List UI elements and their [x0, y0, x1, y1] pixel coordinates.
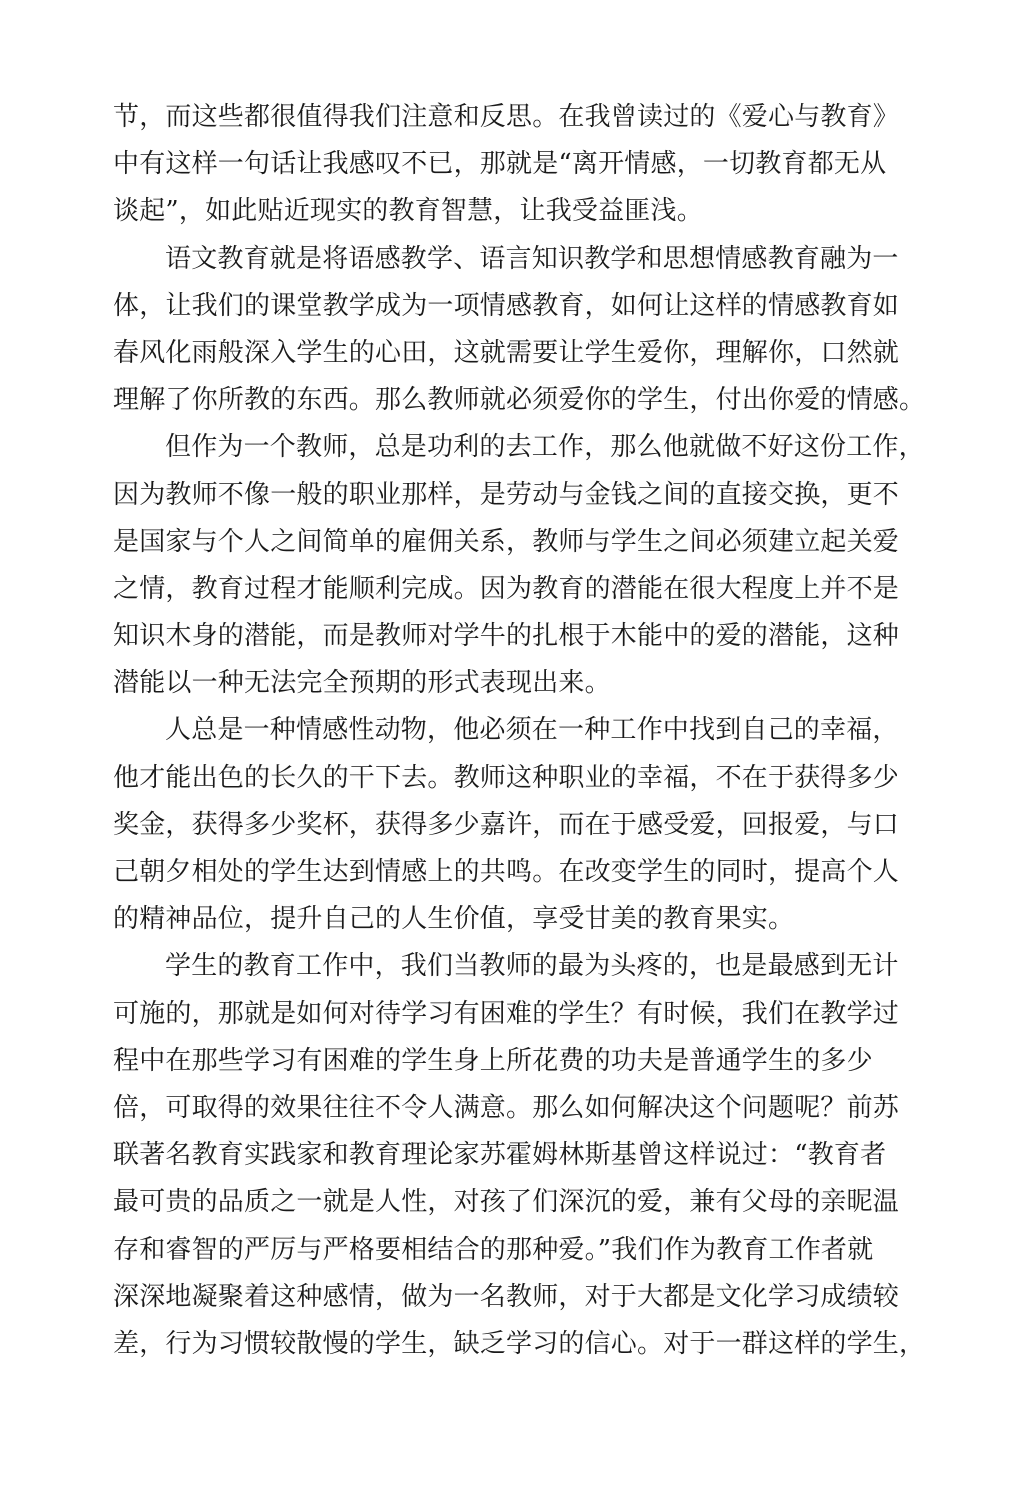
body-text [113, 94, 926, 1368]
text-line: 差，行为习惯较散慢的学生，缺乏学习的信心。对于一群这样的学生， [113, 1328, 926, 1359]
text-line: 可施的，那就是如何对待学习有困难的学生？有时候，我们在教学过 [113, 998, 900, 1029]
text-line: 存和睿智的严厉与严格要相结合的那种爱。”我们作为教育工作者就 [113, 1234, 874, 1265]
paragraph-first-line: 但作为一个教师，总是功利的去工作，那么他就做不好这份工作， [165, 432, 925, 463]
text-line: 之情，教育过程才能顺利完成。因为教育的潜能在很大程度上并不是 [113, 573, 900, 604]
text-line: 潜能以一种无法完全预期的形式表现出来。 [113, 668, 611, 699]
text-line: 是国家与个人之间简单的雇佣关系，教师与学生之间必须建立起关爱 [113, 526, 900, 557]
text-line: 倍，可取得的效果往往不令人满意。那么如何解决这个问题呢？前苏 [113, 1092, 900, 1123]
paragraph-first-line: 学生的教育工作中，我们当教师的最为头疼的，也是最感到无计 [165, 951, 899, 982]
text-line: 节，而这些都很值得我们注意和反思。在我曾读过的《爱心与教育》 [113, 102, 900, 132]
text-line: 知识木身的潜能，而是教师对学牛的扎根于木能中的爱的潜能，这种 [113, 621, 900, 652]
text-line: 理解了你所教的东西。那么教师就必须爱你的学生，付出你爱的情感。 [113, 385, 926, 416]
text-line: 谈起”，如此贴近现实的教育智慧，让我受益匪浅。 [113, 196, 703, 227]
text-line: 最可贵的品质之一就是人性，对孩了们深沉的爱，兼有父母的亲昵温 [113, 1187, 900, 1218]
text-line: 他才能出色的长久的干下去。教师这种职业的幸福，不在于获得多少 [113, 762, 900, 793]
text-line: 程中在那些学习有困难的学生身上所花费的功夫是普通学生的多少 [113, 1045, 873, 1076]
text-line: 春风化雨般深入学生的心田，这就需要让学生爱你，理解你，口然就 [113, 337, 900, 368]
text-line: 己朝夕相处的学生达到情感上的共鸣。在改变学生的同时，提高个人 [113, 857, 900, 887]
text-line: 因为教师不像一般的职业那样，是劳动与金钱之间的直接交换，更不 [113, 479, 900, 510]
text-line: 联著名教育实践家和教育理论家苏霍姆林斯基曾这样说过：“教育者 [113, 1140, 887, 1171]
paragraph-first-line: 人总是一种情感性动物，他必须在一种工作中找到自己的幸福， [165, 715, 899, 746]
text-line: 奖金，获得多少奖杯，获得多少嘉许，而在于感受爱，回报爱，与口 [113, 809, 900, 840]
text-line: 的精神品位，提升自己的人生价值，享受甘美的教育果实。 [113, 904, 795, 935]
paragraph-first-line: 语文教育就是将语感教学、语言知识教学和思想情感教育融为一 [165, 243, 899, 274]
text-line: 深深地凝聚着这种感情，做为一名教师，对于大都是文化学习成绩较 [113, 1281, 900, 1312]
text-line: 体，让我们的课堂教学成为一项情感教育，如何让这样的情感教育如 [113, 290, 900, 321]
text-line: 中有这样一句话让我感叹不已，那就是“离开情感，一切教育都无从 [113, 149, 887, 180]
